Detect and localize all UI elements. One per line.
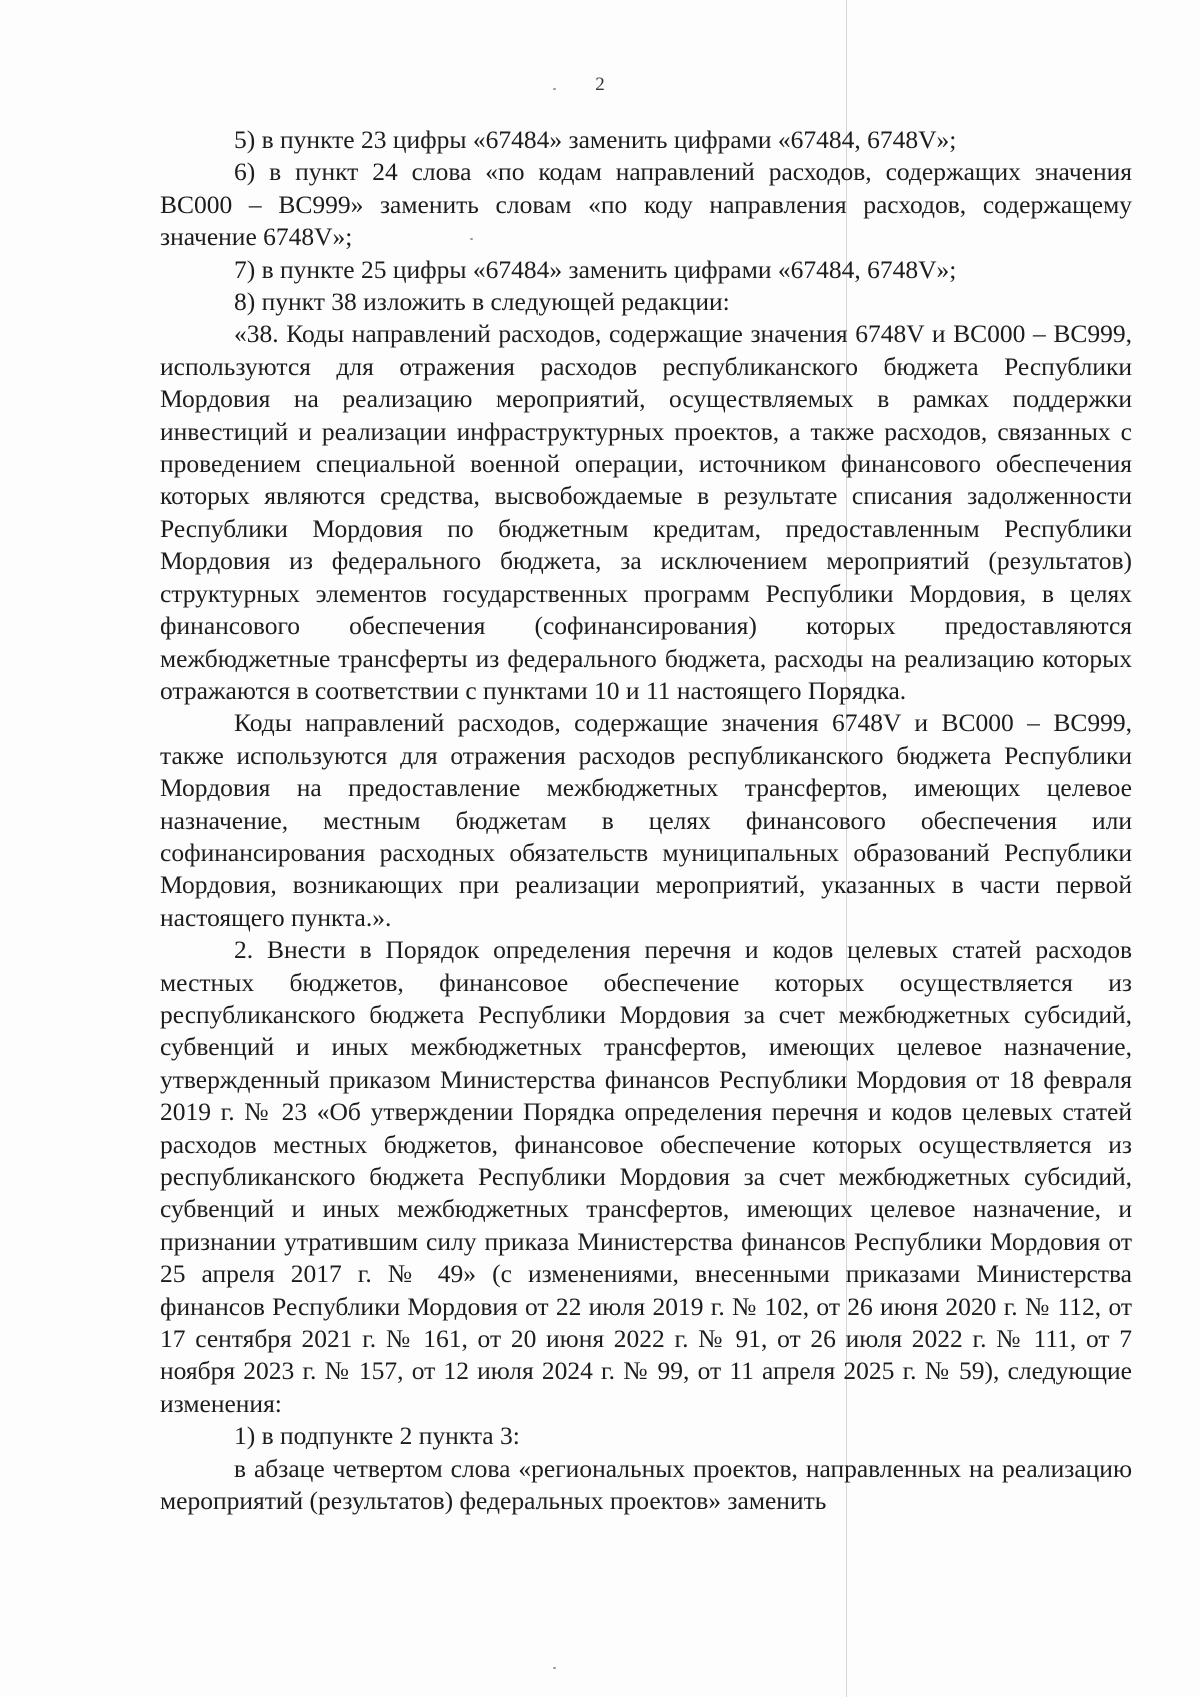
paragraph: 6) в пункт 24 слова «по кодам направлений расходов, содержащих значения BC000 – BC999» заменить словам «по коду направления расходов, содержащему значение 6748V»; bbox=[160, 157, 1132, 252]
page-number: 2 bbox=[595, 74, 605, 95]
paragraph: Коды направлений расходов, содержащие значения 6748V и BC000 – BC999, также используются для отражения расходов республиканского бюджета Республики Мордовия на предоставление межбюджетных трансфертов, имеющих целевое назначение, местным бюджетам в целях финансового обеспечения или софинансирования расходных обязательств муниципальных образований Республики Мордовия, возникающих при реализации мероприятий, указанных в части первой настоящего пункта.». bbox=[160, 708, 1132, 932]
scan-speck bbox=[553, 1667, 556, 1669]
paragraph: 1) в подпункте 2 пункта 3: bbox=[234, 1421, 520, 1451]
paragraph: 8) пункт 38 изложить в следующей редакции: bbox=[234, 287, 730, 317]
document-body bbox=[160, 124, 1132, 1517]
paragraph: 5) в пункте 23 цифры «67484» заменить цифрами «67484, 6748V»; bbox=[234, 125, 957, 154]
paragraph: в абзаце четвертом слова «региональных проектов, направленных на реализацию мероприятий (результатов) федеральных проектов» заменить bbox=[160, 1453, 1132, 1516]
paragraph: 2. Внести в Порядок определения перечня и кодов целевых статей расходов местных бюджетов, финансовое обеспечение которых осуществляется из республиканского бюджета Республики Мордовия за счет межбюджетных субсидий, субвенций и иных межбюджетных трансфертов, имеющих целевое назначение, утвержденный приказом Министерства финансов Республики Мордовия от 18 февраля 2019 г. № 23 «Об утверждении Порядка определения перечня и кодов целевых статей расходов местных бюджетов, финансовое обеспечение которых осуществляется из республиканского бюджета Республики Мордовия за счет межбюджетных субсидий, субвенций и иных межбюджетных трансфертов, имеющих целевое назначение, и признании утратившим силу приказа Министерства финансов Республики Мордовия от 25 апреля 2017 г. № 49» (с изменениями, внесенными приказами Министерства финансов Республики Мордовия от 22 июля 2019 г. № 102, от 26 июня 2020 г. № 112, от 17 сентября 2021 г. № 161, от 20 июня 2022 г. № 91, от 26 июля 2022 г. № 111, от 7 ноября 2023 г. № 157, от 12 июля 2024 г. № 99, от 11 апреля 2025 г. № 59), следующие изменения: bbox=[160, 935, 1132, 1418]
paragraph: 7) в пункте 25 цифры «67484» заменить цифрами «67484, 6748V»; bbox=[234, 254, 957, 284]
paragraph: «38. Коды направлений расходов, содержащие значения 6748V и BC000 – BC999, используются для отражения расходов республиканского бюджета Республики Мордовия на реализацию мероприятий, осуществляемых в рамках поддержки инвестиций и реализации инфраструктурных проектов, а также расходов, связанных с проведением специальной военной операции, источником финансового обеспечения которых являются средства, высвобождаемые в результате списания задолженности Республики Мордовия по бюджетным кредитам, предоставленным Республики Мордовия из федерального бюджета, за исключением мероприятий (результатов) структурных элементов государственных программ Республики Мордовия, в целях финансового обеспечения (софинансирования) которых предоставляются межбюджетные трансферты из федерального бюджета, расходы на реализацию которых отражаются в соответствии с пунктами 10 и 11 настоящего Порядка. bbox=[160, 319, 1132, 705]
